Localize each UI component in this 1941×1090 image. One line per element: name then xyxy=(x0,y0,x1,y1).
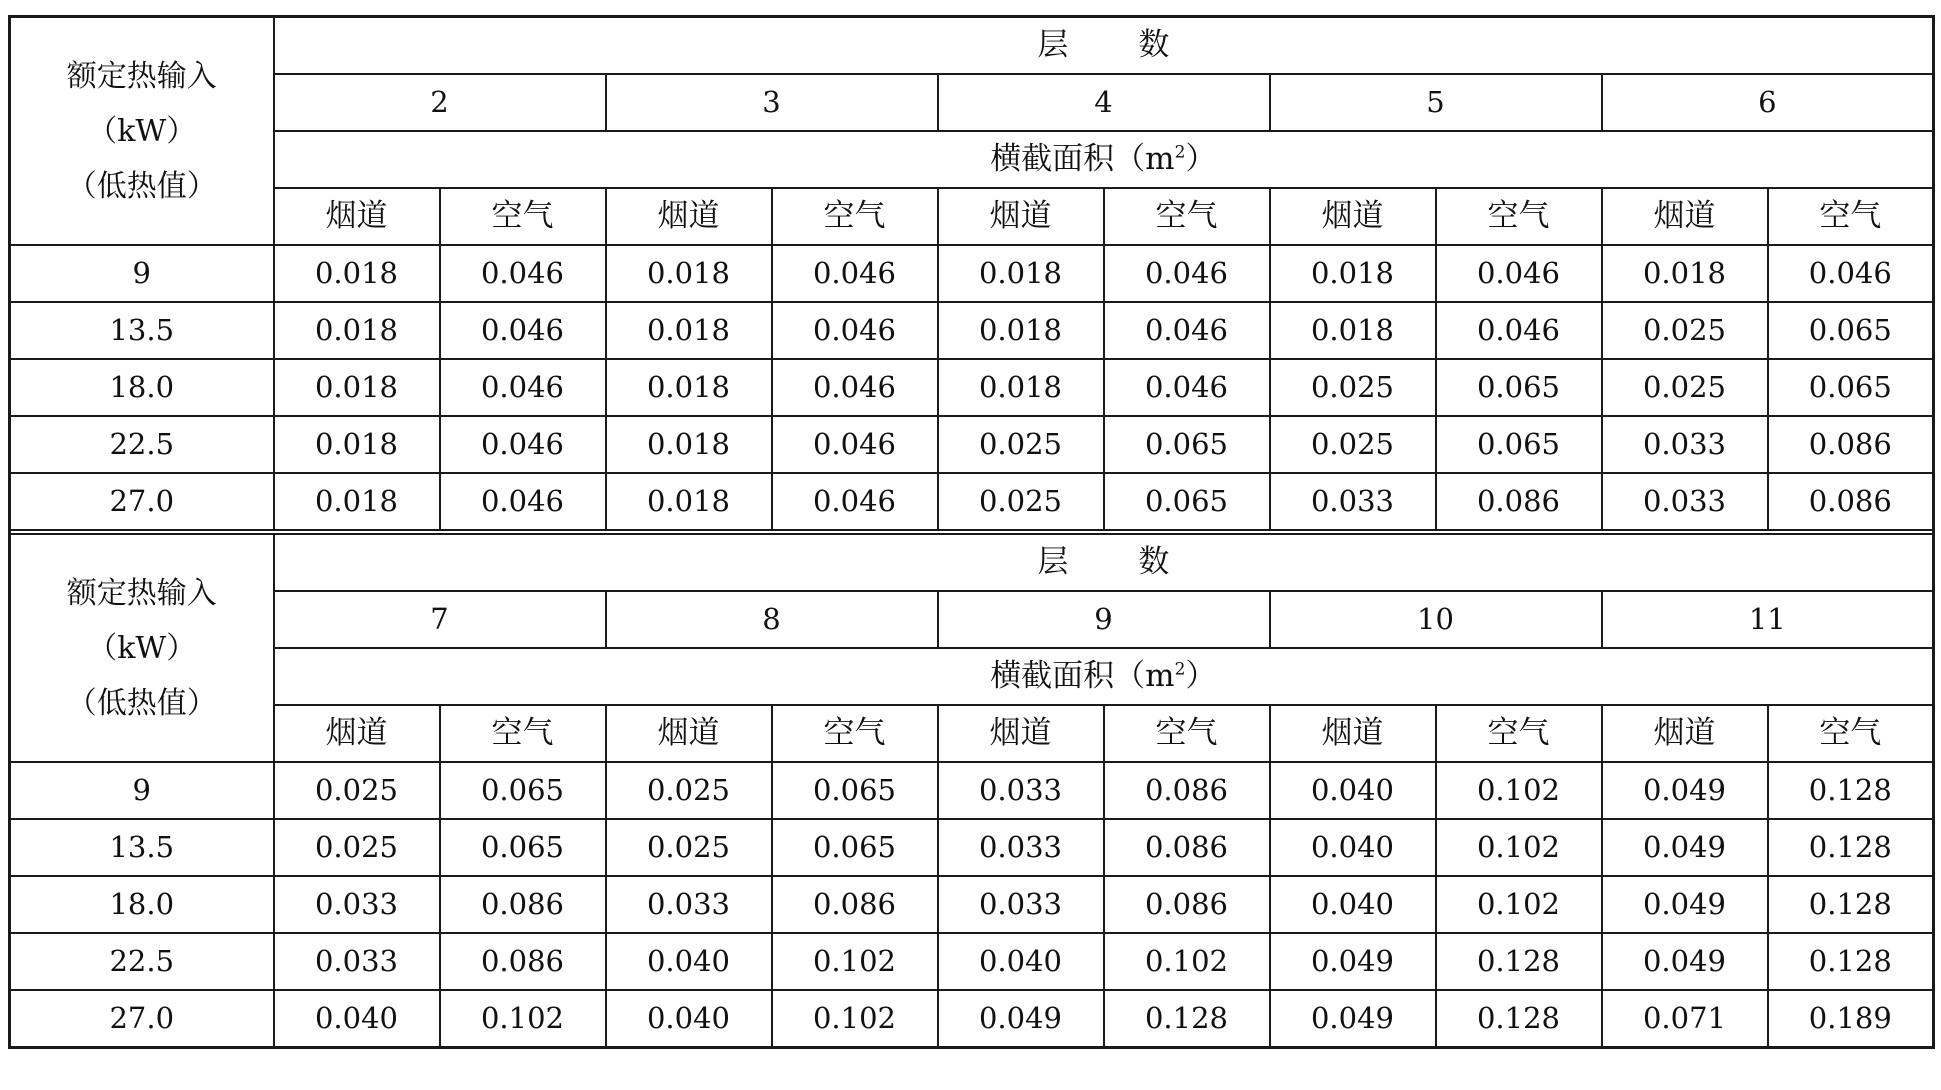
flue-area-cell: 0.040 xyxy=(938,933,1104,990)
header-row-floors xyxy=(10,74,1934,131)
air-area-cell: 0.086 xyxy=(1104,762,1270,819)
air-area-cell: 0.086 xyxy=(440,933,606,990)
flue-area-cell: 0.018 xyxy=(606,245,772,302)
table-row xyxy=(10,359,1934,416)
air-area-cell: 0.046 xyxy=(1436,302,1602,359)
table-row xyxy=(10,416,1934,473)
air-area-cell: 0.128 xyxy=(1436,990,1602,1048)
air-area-cell: 0.046 xyxy=(1436,245,1602,302)
flue-area-cell: 0.033 xyxy=(1602,473,1768,530)
air-area-cell: 0.086 xyxy=(1436,473,1602,530)
flue-area-cell: 0.033 xyxy=(274,933,440,990)
air-area-cell: 0.189 xyxy=(1768,990,1934,1048)
header-row-floors xyxy=(10,591,1934,648)
flue-area-cell: 0.033 xyxy=(938,819,1104,876)
table-row xyxy=(10,302,1934,359)
air-area-cell: 0.046 xyxy=(772,245,938,302)
air-area-cell: 0.065 xyxy=(772,762,938,819)
flue-header-cell: 烟道 xyxy=(1602,188,1768,245)
floor-count-cell: 10 xyxy=(1270,591,1602,648)
air-area-cell: 0.065 xyxy=(1436,359,1602,416)
air-area-cell: 0.046 xyxy=(772,302,938,359)
flue-header-cell: 烟道 xyxy=(1602,705,1768,762)
area-title-superscript: 2 xyxy=(1174,659,1186,680)
air-area-cell: 0.086 xyxy=(440,876,606,933)
air-area-cell: 0.065 xyxy=(440,819,606,876)
flue-area-cell: 0.049 xyxy=(1270,990,1436,1048)
heat-input-cell: 9 xyxy=(10,762,274,819)
air-area-cell: 0.046 xyxy=(440,245,606,302)
cross-section-area-table xyxy=(8,15,1935,1049)
flue-area-cell: 0.049 xyxy=(1602,762,1768,819)
rated-heat-input-header xyxy=(10,534,274,762)
heat-input-cell: 27.0 xyxy=(10,990,274,1048)
header-row-flue-air xyxy=(10,705,1934,762)
layers-title-right: 数 xyxy=(1138,27,1170,63)
area-title-text: 横截面积（m xyxy=(990,141,1175,177)
flue-area-cell: 0.040 xyxy=(1270,762,1436,819)
air-area-cell: 0.102 xyxy=(1104,933,1270,990)
area-title-text: 横截面积（m xyxy=(990,658,1175,694)
flue-area-cell: 0.018 xyxy=(274,302,440,359)
air-header-cell: 空气 xyxy=(1768,188,1934,245)
layers-title-right: 数 xyxy=(1138,544,1170,580)
heat-input-cell: 18.0 xyxy=(10,359,274,416)
air-area-cell: 0.065 xyxy=(1768,359,1934,416)
air-area-cell: 0.102 xyxy=(1436,819,1602,876)
floor-count-cell: 11 xyxy=(1602,591,1934,648)
flue-header-cell: 烟道 xyxy=(606,705,772,762)
flue-area-cell: 0.018 xyxy=(1602,245,1768,302)
flue-area-cell: 0.049 xyxy=(938,990,1104,1048)
flue-area-cell: 0.025 xyxy=(1270,416,1436,473)
layers-title xyxy=(274,534,1934,591)
air-area-cell: 0.128 xyxy=(1768,876,1934,933)
heat-input-cell: 18.0 xyxy=(10,876,274,933)
flue-area-cell: 0.033 xyxy=(274,876,440,933)
flue-area-cell: 0.049 xyxy=(1602,933,1768,990)
air-area-cell: 0.046 xyxy=(772,473,938,530)
rated-heat-input-header-line1: 额定热输入 xyxy=(66,58,217,94)
flue-area-cell: 0.018 xyxy=(606,359,772,416)
flue-area-cell: 0.018 xyxy=(938,359,1104,416)
air-area-cell: 0.102 xyxy=(1436,762,1602,819)
air-header-cell: 空气 xyxy=(440,188,606,245)
floor-count-cell: 4 xyxy=(938,74,1270,131)
flue-area-cell: 0.025 xyxy=(1270,359,1436,416)
flue-area-cell: 0.018 xyxy=(606,416,772,473)
air-area-cell: 0.065 xyxy=(772,819,938,876)
air-header-cell: 空气 xyxy=(1104,705,1270,762)
flue-area-cell: 0.018 xyxy=(274,359,440,416)
flue-header-cell: 烟道 xyxy=(1270,705,1436,762)
flue-area-cell: 0.018 xyxy=(606,302,772,359)
air-area-cell: 0.086 xyxy=(1768,473,1934,530)
area-title-superscript: 2 xyxy=(1174,142,1186,163)
air-area-cell: 0.046 xyxy=(440,473,606,530)
flue-area-cell: 0.049 xyxy=(1602,876,1768,933)
flue-area-cell: 0.018 xyxy=(606,473,772,530)
heat-input-cell: 27.0 xyxy=(10,473,274,530)
air-area-cell: 0.046 xyxy=(1104,302,1270,359)
rated-heat-input-header-line3: （低热值） xyxy=(66,685,217,721)
air-header-cell: 空气 xyxy=(440,705,606,762)
flue-area-cell: 0.049 xyxy=(1270,933,1436,990)
air-area-cell: 0.065 xyxy=(1436,416,1602,473)
rated-heat-input-header-line2: （kW） xyxy=(87,113,197,149)
rated-heat-input-header xyxy=(10,17,274,246)
area-title-end: ） xyxy=(1185,658,1217,694)
table-row xyxy=(10,933,1934,990)
floor-count-cell: 9 xyxy=(938,591,1270,648)
flue-area-cell: 0.018 xyxy=(1270,245,1436,302)
flue-area-cell: 0.018 xyxy=(938,302,1104,359)
flue-area-cell: 0.018 xyxy=(274,416,440,473)
floor-count-cell: 2 xyxy=(274,74,606,131)
air-area-cell: 0.086 xyxy=(772,876,938,933)
flue-area-cell: 0.071 xyxy=(1602,990,1768,1048)
flue-area-cell: 0.040 xyxy=(606,933,772,990)
air-area-cell: 0.065 xyxy=(440,762,606,819)
flue-area-cell: 0.018 xyxy=(274,473,440,530)
air-area-cell: 0.065 xyxy=(1768,302,1934,359)
flue-area-cell: 0.018 xyxy=(274,245,440,302)
rated-heat-input-header-line2: （kW） xyxy=(87,630,197,666)
flue-area-cell: 0.040 xyxy=(1270,819,1436,876)
air-header-cell: 空气 xyxy=(1436,188,1602,245)
air-header-cell: 空气 xyxy=(772,705,938,762)
header-row-area xyxy=(10,131,1934,188)
air-header-cell: 空气 xyxy=(1104,188,1270,245)
air-header-cell: 空气 xyxy=(772,188,938,245)
layers-title-left: 层 xyxy=(1037,544,1069,580)
header-row-layers xyxy=(10,17,1934,75)
flue-area-cell: 0.033 xyxy=(1602,416,1768,473)
air-area-cell: 0.128 xyxy=(1768,819,1934,876)
cross-section-area-title xyxy=(274,648,1934,705)
header-row-area xyxy=(10,648,1934,705)
air-area-cell: 0.128 xyxy=(1436,933,1602,990)
table-row xyxy=(10,762,1934,819)
flue-area-cell: 0.033 xyxy=(606,876,772,933)
air-area-cell: 0.046 xyxy=(1104,245,1270,302)
table-row xyxy=(10,876,1934,933)
flue-area-cell: 0.025 xyxy=(606,762,772,819)
heat-input-cell: 22.5 xyxy=(10,416,274,473)
cross-section-area-title xyxy=(274,131,1934,188)
flue-area-cell: 0.040 xyxy=(606,990,772,1048)
flue-area-cell: 0.040 xyxy=(274,990,440,1048)
flue-area-cell: 0.033 xyxy=(1270,473,1436,530)
flue-header-cell: 烟道 xyxy=(606,188,772,245)
air-area-cell: 0.086 xyxy=(1104,819,1270,876)
table-row xyxy=(10,819,1934,876)
flue-header-cell: 烟道 xyxy=(274,188,440,245)
flue-area-cell: 0.040 xyxy=(1270,876,1436,933)
flue-area-cell: 0.033 xyxy=(938,876,1104,933)
rated-heat-input-header-line3: （低热值） xyxy=(66,168,217,204)
air-area-cell: 0.046 xyxy=(440,359,606,416)
air-area-cell: 0.065 xyxy=(1104,473,1270,530)
air-area-cell: 0.102 xyxy=(772,990,938,1048)
flue-area-cell: 0.025 xyxy=(1602,302,1768,359)
flue-header-cell: 烟道 xyxy=(938,188,1104,245)
air-area-cell: 0.102 xyxy=(772,933,938,990)
flue-area-cell: 0.025 xyxy=(938,416,1104,473)
flue-area-cell: 0.025 xyxy=(274,762,440,819)
heat-input-cell: 13.5 xyxy=(10,302,274,359)
air-area-cell: 0.128 xyxy=(1768,762,1934,819)
flue-area-cell: 0.025 xyxy=(1602,359,1768,416)
floor-count-cell: 3 xyxy=(606,74,938,131)
heat-input-cell: 9 xyxy=(10,245,274,302)
flue-area-cell: 0.018 xyxy=(1270,302,1436,359)
floor-count-cell: 5 xyxy=(1270,74,1602,131)
air-area-cell: 0.046 xyxy=(772,359,938,416)
air-header-cell: 空气 xyxy=(1436,705,1602,762)
layers-title xyxy=(274,17,1934,75)
air-area-cell: 0.046 xyxy=(1104,359,1270,416)
header-row-layers xyxy=(10,534,1934,591)
air-area-cell: 0.128 xyxy=(1768,933,1934,990)
heat-input-cell: 13.5 xyxy=(10,819,274,876)
flue-area-cell: 0.025 xyxy=(274,819,440,876)
floor-count-cell: 6 xyxy=(1602,74,1934,131)
air-area-cell: 0.102 xyxy=(1436,876,1602,933)
flue-header-cell: 烟道 xyxy=(1270,188,1436,245)
table-row xyxy=(10,990,1934,1048)
air-area-cell: 0.086 xyxy=(1768,416,1934,473)
air-area-cell: 0.046 xyxy=(772,416,938,473)
heat-input-cell: 22.5 xyxy=(10,933,274,990)
flue-area-cell: 0.025 xyxy=(938,473,1104,530)
air-area-cell: 0.102 xyxy=(440,990,606,1048)
flue-area-cell: 0.018 xyxy=(938,245,1104,302)
flue-area-cell: 0.025 xyxy=(606,819,772,876)
floor-count-cell: 7 xyxy=(274,591,606,648)
cross-section-table-page xyxy=(8,15,1935,1049)
air-area-cell: 0.046 xyxy=(1768,245,1934,302)
table-row xyxy=(10,245,1934,302)
header-row-flue-air xyxy=(10,188,1934,245)
air-area-cell: 0.128 xyxy=(1104,990,1270,1048)
air-area-cell: 0.046 xyxy=(440,302,606,359)
rated-heat-input-header-line1: 额定热输入 xyxy=(66,575,217,611)
air-area-cell: 0.046 xyxy=(440,416,606,473)
flue-area-cell: 0.033 xyxy=(938,762,1104,819)
flue-area-cell: 0.049 xyxy=(1602,819,1768,876)
layers-title-left: 层 xyxy=(1037,27,1069,63)
floor-count-cell: 8 xyxy=(606,591,938,648)
flue-header-cell: 烟道 xyxy=(274,705,440,762)
air-header-cell: 空气 xyxy=(1768,705,1934,762)
area-title-end: ） xyxy=(1185,141,1217,177)
flue-header-cell: 烟道 xyxy=(938,705,1104,762)
table-row xyxy=(10,473,1934,530)
air-area-cell: 0.086 xyxy=(1104,876,1270,933)
air-area-cell: 0.065 xyxy=(1104,416,1270,473)
